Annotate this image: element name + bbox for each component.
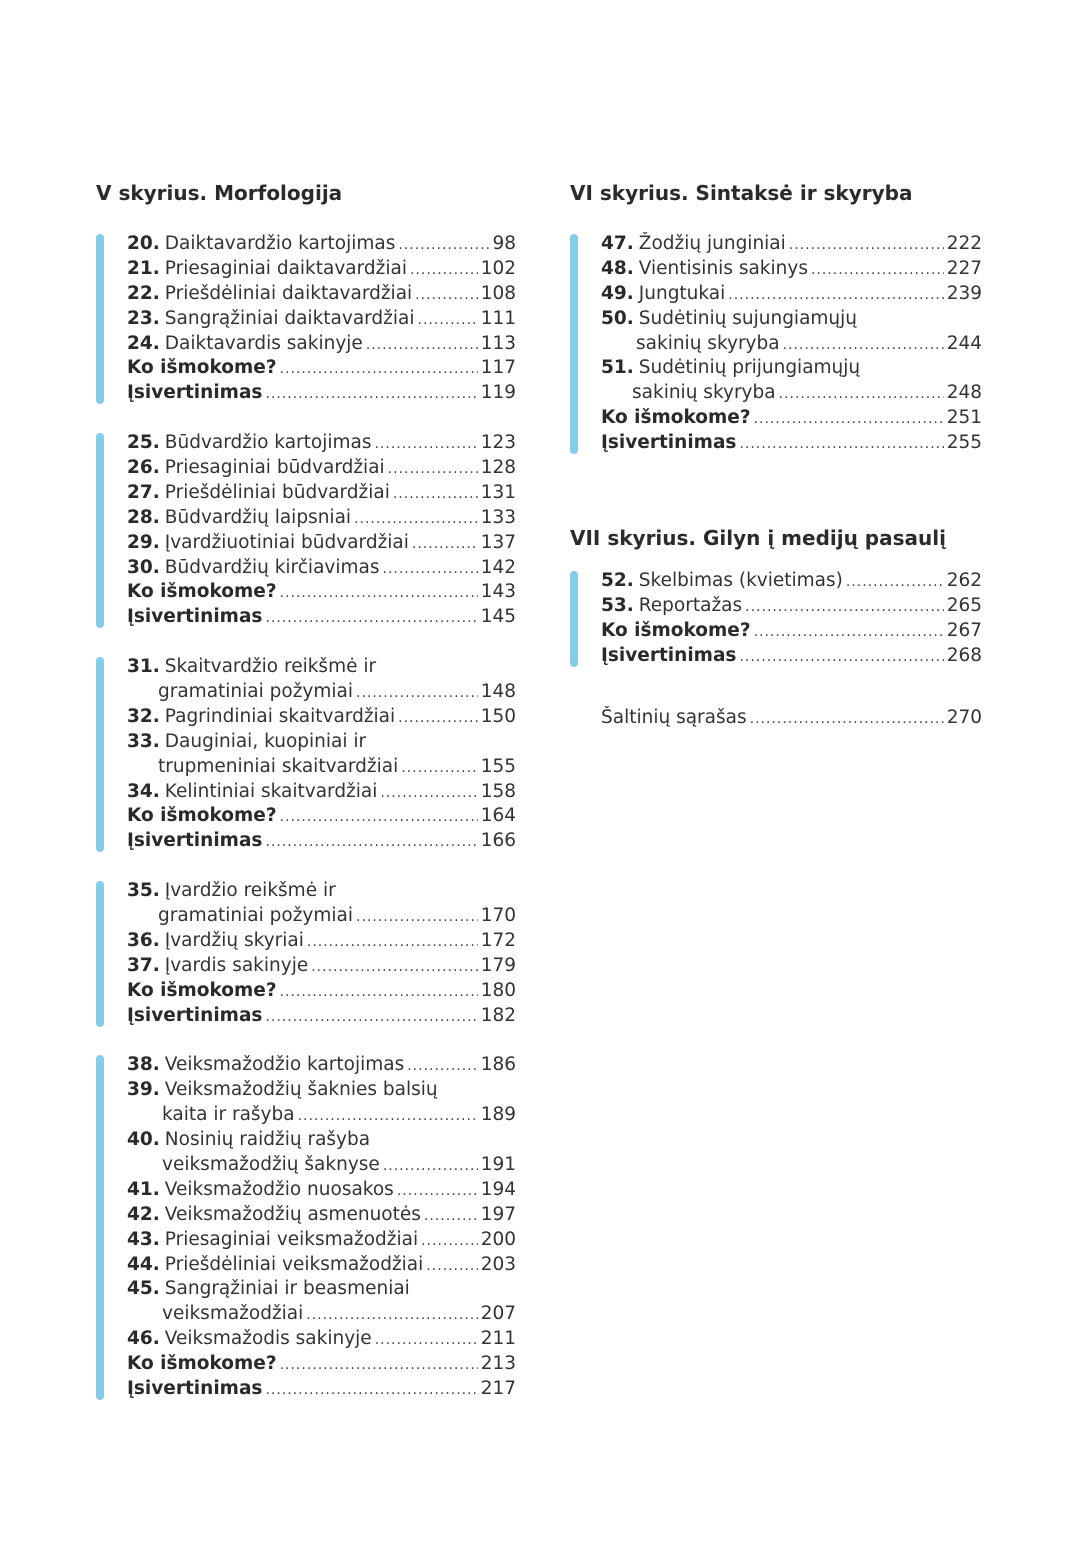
toc-entry-continuation[interactable] bbox=[127, 1103, 516, 1128]
leader-dots bbox=[388, 457, 478, 481]
toc-entry-continuation[interactable] bbox=[601, 332, 982, 357]
toc-entry[interactable] bbox=[601, 356, 982, 381]
page-number: 255 bbox=[946, 432, 982, 454]
page-number: 123 bbox=[480, 432, 516, 454]
page-number: 251 bbox=[946, 407, 982, 429]
toc-group-nouns bbox=[96, 232, 516, 406]
toc-entry-review[interactable] bbox=[127, 1352, 516, 1377]
leader-dots bbox=[401, 756, 477, 780]
leader-dots bbox=[421, 1229, 478, 1253]
toc-entry-review[interactable] bbox=[127, 356, 516, 381]
lesson-title: Sangrąžiniai ir beasmeniai bbox=[164, 1278, 410, 1300]
leader-dots bbox=[383, 557, 478, 581]
lesson-title: Reportažas bbox=[638, 594, 743, 616]
toc-entry[interactable] bbox=[127, 282, 516, 307]
group-accent-bar bbox=[570, 571, 578, 667]
page-number: 111 bbox=[480, 307, 516, 329]
leader-dots bbox=[280, 357, 478, 381]
lesson-title: gramatiniai požymiai bbox=[158, 905, 354, 927]
leader-dots bbox=[415, 283, 478, 307]
page-number: 265 bbox=[946, 594, 982, 616]
page-number: 150 bbox=[480, 705, 516, 727]
lesson-title: sakinių skyryba bbox=[632, 382, 776, 404]
leader-dots bbox=[380, 781, 477, 805]
toc-entry-assessment[interactable] bbox=[601, 431, 982, 456]
lesson-number: 38. bbox=[127, 1054, 160, 1076]
page-number: 182 bbox=[480, 1004, 516, 1026]
assessment-title: Įsivertinimas bbox=[601, 432, 737, 454]
lesson-number: 30. bbox=[127, 556, 160, 578]
lesson-title: Sudėtinių sujungiamųjų bbox=[638, 307, 858, 329]
leader-dots bbox=[265, 830, 477, 854]
leader-dots bbox=[280, 805, 478, 829]
leader-dots bbox=[424, 1204, 478, 1228]
lesson-title: Veiksmažodis sakinyje bbox=[164, 1328, 372, 1350]
lesson-title: Įvardžiuotiniai būdvardžiai bbox=[164, 531, 409, 553]
toc-entry-review[interactable] bbox=[601, 406, 982, 431]
page-number: 207 bbox=[480, 1303, 516, 1325]
review-title: Ko išmokome? bbox=[601, 619, 751, 641]
toc-entry[interactable] bbox=[127, 1327, 516, 1352]
lesson-title: Būdvardžių kirčiavimas bbox=[164, 556, 380, 578]
lesson-title: Priešdėliniai veiksmažodžiai bbox=[164, 1253, 424, 1275]
toc-group-verbs bbox=[96, 1053, 516, 1401]
page-number: 268 bbox=[946, 644, 982, 666]
page-number: 155 bbox=[480, 755, 516, 777]
lesson-number: 52. bbox=[601, 570, 634, 592]
lesson-title: Įvardžio reikšmė ir bbox=[164, 880, 336, 902]
toc-entry[interactable] bbox=[127, 1203, 516, 1228]
leader-dots bbox=[412, 532, 478, 556]
lesson-number: 44. bbox=[127, 1253, 160, 1275]
page-number: 148 bbox=[480, 681, 516, 703]
page-number: 108 bbox=[480, 282, 516, 304]
toc-entry[interactable] bbox=[127, 1277, 516, 1302]
toc-entry[interactable] bbox=[127, 481, 516, 506]
toc-entry[interactable] bbox=[127, 1078, 516, 1103]
page-number: 189 bbox=[480, 1104, 516, 1126]
lesson-number: 33. bbox=[127, 730, 160, 752]
leader-dots bbox=[739, 432, 943, 456]
group-accent-bar bbox=[96, 433, 104, 628]
toc-entry[interactable] bbox=[127, 954, 516, 979]
lesson-number: 48. bbox=[601, 257, 634, 279]
lesson-number: 47. bbox=[601, 233, 634, 254]
group-accent-bar bbox=[96, 657, 104, 852]
lesson-title: Nosinių raidžių rašyba bbox=[164, 1129, 371, 1151]
chapter-title: V skyrius. Morfologija bbox=[96, 181, 343, 205]
lesson-title: gramatiniai požymiai bbox=[158, 681, 354, 703]
lesson-number: 20. bbox=[127, 233, 160, 254]
lesson-title: Veiksmažodžio nuosakos bbox=[164, 1178, 394, 1200]
lesson-number: 43. bbox=[127, 1228, 160, 1250]
leader-dots bbox=[789, 233, 944, 257]
assessment-title: Įsivertinimas bbox=[127, 382, 263, 404]
toc-entry[interactable] bbox=[127, 232, 516, 257]
toc-entry-review[interactable] bbox=[601, 619, 982, 644]
group-accent-bar bbox=[96, 234, 104, 404]
page-number: 244 bbox=[946, 332, 982, 354]
lesson-number: 25. bbox=[127, 432, 160, 454]
chapter-title: VII skyrius. Gilyn į medijų pasaulį bbox=[570, 526, 946, 551]
lesson-title: Priesaginiai veiksmažodžiai bbox=[164, 1228, 419, 1250]
leader-dots bbox=[745, 595, 944, 619]
page-number: 172 bbox=[480, 929, 516, 951]
lesson-number: 31. bbox=[127, 656, 160, 678]
page-number: 203 bbox=[480, 1253, 516, 1275]
page-number: 194 bbox=[480, 1178, 516, 1200]
toc-group-syntax bbox=[570, 232, 982, 456]
toc-entry-assessment[interactable] bbox=[127, 1377, 516, 1402]
leader-dots bbox=[311, 955, 477, 979]
leader-dots bbox=[383, 1154, 478, 1178]
page-number: 102 bbox=[480, 257, 516, 279]
review-title: Ko išmokome? bbox=[127, 581, 277, 603]
toc-entry-review[interactable] bbox=[127, 580, 516, 605]
lesson-number: 37. bbox=[127, 954, 160, 976]
leader-dots bbox=[306, 1303, 477, 1327]
leader-dots bbox=[265, 1378, 477, 1402]
lesson-title: Daiktavardis sakinyje bbox=[164, 332, 363, 354]
lesson-title: Įvardis sakinyje bbox=[164, 954, 309, 976]
lesson-number: 42. bbox=[127, 1203, 160, 1225]
lesson-title: Priešdėliniai daiktavardžiai bbox=[164, 282, 413, 304]
group-accent-bar bbox=[96, 1055, 104, 1399]
lesson-number: 34. bbox=[127, 780, 160, 802]
page-number: 170 bbox=[480, 905, 516, 927]
lesson-title: Jungtukai bbox=[638, 282, 726, 304]
lesson-number: 27. bbox=[127, 481, 160, 503]
toc-entry-assessment[interactable] bbox=[127, 829, 516, 854]
page-number: 217 bbox=[480, 1377, 516, 1399]
page-number: 137 bbox=[480, 531, 516, 553]
page-number: 248 bbox=[946, 382, 982, 404]
group-accent-bar bbox=[570, 234, 578, 454]
toc-entry[interactable] bbox=[127, 556, 516, 581]
group-accent-bar bbox=[96, 881, 104, 1026]
page-number: 119 bbox=[480, 382, 516, 404]
toc-column-left bbox=[96, 180, 516, 1402]
lesson-number: 35. bbox=[127, 880, 160, 902]
toc-entry[interactable] bbox=[127, 879, 516, 904]
leader-dots bbox=[426, 1254, 477, 1278]
page-number: 213 bbox=[480, 1353, 516, 1375]
page-number: 131 bbox=[480, 481, 516, 503]
lesson-number: 45. bbox=[127, 1278, 160, 1300]
toc-entry[interactable] bbox=[601, 282, 982, 307]
toc-entry-continuation[interactable] bbox=[601, 381, 982, 406]
toc-entry[interactable] bbox=[127, 780, 516, 805]
page-number: 211 bbox=[480, 1328, 516, 1350]
toc-entry[interactable] bbox=[601, 232, 982, 257]
toc-entry[interactable] bbox=[127, 730, 516, 755]
leader-dots bbox=[393, 482, 478, 506]
lesson-title: Būdvardžių laipsniai bbox=[164, 506, 352, 528]
toc-group-pronouns bbox=[96, 879, 516, 1028]
page-number: 227 bbox=[946, 257, 982, 279]
lesson-number: 46. bbox=[127, 1328, 160, 1350]
leader-dots bbox=[811, 258, 944, 282]
lesson-title: trupmeniniai skaitvardžiai bbox=[158, 755, 399, 777]
toc-entry-assessment[interactable] bbox=[127, 381, 516, 406]
lesson-number: 28. bbox=[127, 506, 160, 528]
leader-dots bbox=[280, 980, 478, 1004]
toc-entry[interactable] bbox=[127, 506, 516, 531]
lesson-title: Veiksmažodžių šaknies balsių bbox=[164, 1079, 438, 1101]
lesson-title: kaita ir rašyba bbox=[162, 1104, 295, 1126]
toc-entry[interactable] bbox=[127, 531, 516, 556]
lesson-title: Įvardžių skyriai bbox=[164, 929, 304, 951]
leader-dots bbox=[366, 333, 478, 357]
leader-dots bbox=[307, 930, 478, 954]
toc-entry[interactable] bbox=[127, 456, 516, 481]
leader-dots bbox=[354, 507, 478, 531]
leader-dots bbox=[407, 1054, 477, 1078]
toc-entry-assessment[interactable] bbox=[127, 605, 516, 630]
assessment-title: Įsivertinimas bbox=[127, 1377, 263, 1399]
lesson-title: veiksmažodžiai bbox=[162, 1303, 304, 1325]
toc-entry[interactable] bbox=[127, 1253, 516, 1278]
lesson-title: Daiktavardžio kartojimas bbox=[164, 233, 396, 254]
page-number: 262 bbox=[946, 570, 982, 592]
leader-dots bbox=[280, 1353, 478, 1377]
leader-dots bbox=[783, 333, 944, 357]
leader-dots bbox=[398, 233, 489, 257]
leader-dots bbox=[846, 570, 944, 594]
lesson-number: 24. bbox=[127, 332, 160, 354]
lesson-number: 36. bbox=[127, 929, 160, 951]
page-number: 133 bbox=[480, 506, 516, 528]
toc-entry-continuation[interactable] bbox=[127, 904, 516, 929]
review-title: Ko išmokome? bbox=[127, 1353, 277, 1375]
leader-dots bbox=[739, 645, 943, 669]
lesson-number: 51. bbox=[601, 357, 634, 379]
toc-group-adjectives bbox=[96, 431, 516, 630]
toc-entry[interactable] bbox=[601, 307, 982, 332]
sources-section bbox=[570, 706, 982, 731]
page-number: 113 bbox=[480, 332, 516, 354]
leader-dots bbox=[418, 308, 478, 332]
toc-entry[interactable] bbox=[127, 1053, 516, 1078]
lesson-title: Dauginiai, kuopiniai ir bbox=[164, 730, 367, 752]
page-number: 270 bbox=[946, 706, 982, 728]
lesson-title: Priesaginiai būdvardžiai bbox=[164, 457, 385, 479]
lesson-title: Priesaginiai daiktavardžiai bbox=[164, 257, 407, 279]
toc-entry[interactable] bbox=[601, 569, 982, 594]
lesson-title: Būdvardžio kartojimas bbox=[164, 432, 372, 454]
toc-entry[interactable] bbox=[127, 705, 516, 730]
lesson-number: 53. bbox=[601, 594, 634, 616]
leader-dots bbox=[375, 1328, 478, 1352]
leader-dots bbox=[750, 707, 944, 731]
leader-dots bbox=[397, 1179, 478, 1203]
chapter-title: VI skyrius. Sintaksė ir skyryba bbox=[570, 181, 913, 205]
page-number: 142 bbox=[480, 556, 516, 578]
page-number: 179 bbox=[480, 954, 516, 976]
toc-entry-review[interactable] bbox=[127, 979, 516, 1004]
leader-dots bbox=[410, 258, 478, 282]
lesson-title: Sangrąžiniai daiktavardžiai bbox=[164, 307, 415, 329]
leader-dots bbox=[728, 283, 943, 307]
lesson-number: 23. bbox=[127, 307, 160, 329]
lesson-number: 26. bbox=[127, 457, 160, 479]
toc-entry[interactable] bbox=[127, 307, 516, 332]
leader-dots bbox=[280, 581, 478, 605]
page-number: 128 bbox=[480, 457, 516, 479]
toc-entry-assessment[interactable] bbox=[601, 644, 982, 669]
leader-dots bbox=[398, 706, 478, 730]
lesson-number: 22. bbox=[127, 282, 160, 304]
page-number: 239 bbox=[946, 282, 982, 304]
lesson-title: Pagrindiniai skaitvardžiai bbox=[164, 705, 396, 727]
page-number: 117 bbox=[480, 357, 516, 379]
review-title: Ko išmokome? bbox=[127, 979, 277, 1001]
leader-dots bbox=[298, 1104, 478, 1128]
toc-entry-continuation[interactable] bbox=[127, 680, 516, 705]
page-number: 197 bbox=[480, 1203, 516, 1225]
toc-entry[interactable] bbox=[127, 257, 516, 282]
assessment-title: Įsivertinimas bbox=[127, 606, 263, 628]
lesson-title: sakinių skyryba bbox=[636, 332, 780, 354]
toc-entry[interactable] bbox=[601, 594, 982, 619]
leader-dots bbox=[265, 606, 477, 630]
lesson-title: Sudėtinių prijungiamųjų bbox=[638, 357, 861, 379]
assessment-title: Įsivertinimas bbox=[127, 1004, 263, 1026]
toc-group-media bbox=[570, 569, 982, 669]
page-number: 158 bbox=[480, 780, 516, 802]
review-title: Ko išmokome? bbox=[127, 805, 277, 827]
toc-column-right bbox=[570, 180, 982, 730]
assessment-title: Įsivertinimas bbox=[127, 830, 263, 852]
page-number: 143 bbox=[480, 581, 516, 603]
review-title: Ko išmokome? bbox=[601, 407, 751, 429]
toc-entry[interactable] bbox=[127, 431, 516, 456]
page-number: 180 bbox=[480, 979, 516, 1001]
lesson-number: 32. bbox=[127, 705, 160, 727]
toc-entry-continuation[interactable] bbox=[127, 1302, 516, 1327]
toc-entry[interactable] bbox=[127, 655, 516, 680]
sources-title: Šaltinių sąrašas bbox=[601, 706, 747, 728]
leader-dots bbox=[356, 905, 478, 929]
page-number: 200 bbox=[480, 1228, 516, 1250]
lesson-number: 29. bbox=[127, 531, 160, 553]
lesson-number: 39. bbox=[127, 1079, 160, 1101]
leader-dots bbox=[265, 382, 477, 406]
leader-dots bbox=[779, 382, 944, 406]
page-number: 186 bbox=[480, 1054, 516, 1076]
toc-entry-sources[interactable] bbox=[601, 706, 982, 731]
page-number: 222 bbox=[946, 233, 982, 254]
toc-entry[interactable] bbox=[601, 257, 982, 282]
lesson-title: Veiksmažodžių asmenuotės bbox=[164, 1203, 421, 1225]
lesson-number: 41. bbox=[127, 1178, 160, 1200]
lesson-title: Skaitvardžio reikšmė ir bbox=[164, 656, 377, 678]
lesson-title: Veiksmažodžio kartojimas bbox=[164, 1054, 405, 1076]
lesson-title: Žodžių junginiai bbox=[638, 233, 786, 254]
toc-entry[interactable] bbox=[127, 332, 516, 357]
toc-entry[interactable] bbox=[127, 929, 516, 954]
toc-entry[interactable] bbox=[127, 1228, 516, 1253]
leader-dots bbox=[265, 1005, 477, 1029]
lesson-number: 21. bbox=[127, 257, 160, 279]
page-number: 166 bbox=[480, 830, 516, 852]
toc-group-numerals bbox=[96, 655, 516, 854]
page-number: 145 bbox=[480, 606, 516, 628]
lesson-number: 40. bbox=[127, 1129, 160, 1151]
lesson-number: 50. bbox=[601, 307, 634, 329]
toc-entry-review[interactable] bbox=[127, 804, 516, 829]
toc-entry[interactable] bbox=[127, 1128, 516, 1153]
leader-dots bbox=[356, 681, 478, 705]
toc-entry[interactable] bbox=[127, 1178, 516, 1203]
toc-entry-assessment[interactable] bbox=[127, 1004, 516, 1029]
lesson-title: Vientisinis sakinys bbox=[638, 257, 808, 279]
lesson-title: Skelbimas (kvietimas) bbox=[638, 570, 843, 592]
page-number: 164 bbox=[480, 805, 516, 827]
review-title: Ko išmokome? bbox=[127, 357, 277, 379]
page-number: 98 bbox=[492, 233, 516, 254]
page-number: 191 bbox=[480, 1153, 516, 1175]
toc-entry-continuation[interactable] bbox=[127, 1153, 516, 1178]
lesson-title: veiksmažodžių šaknyse bbox=[162, 1153, 380, 1175]
assessment-title: Įsivertinimas bbox=[601, 644, 737, 666]
lesson-title: Priešdėliniai būdvardžiai bbox=[164, 481, 390, 503]
lesson-title: Kelintiniai skaitvardžiai bbox=[164, 780, 378, 802]
leader-dots bbox=[754, 620, 944, 644]
leader-dots bbox=[754, 407, 944, 431]
leader-dots bbox=[374, 432, 477, 456]
lesson-number: 49. bbox=[601, 282, 634, 304]
toc-entry-continuation[interactable] bbox=[127, 755, 516, 780]
page-number: 267 bbox=[946, 619, 982, 641]
